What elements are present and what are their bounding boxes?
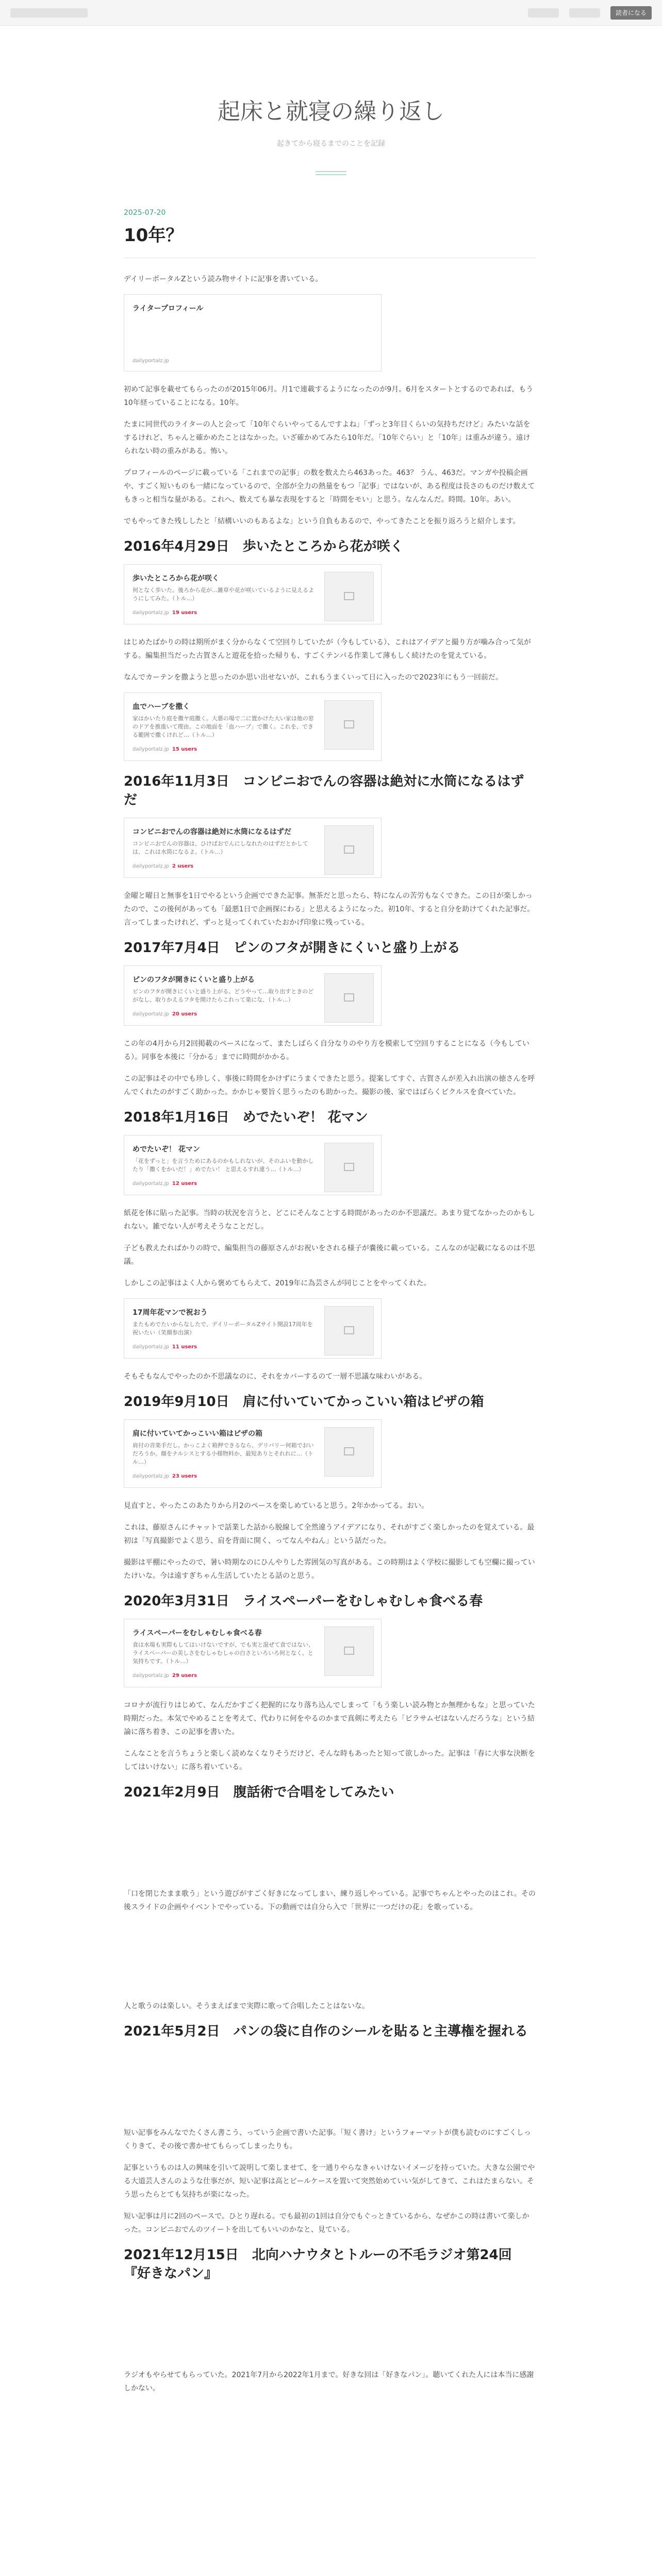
body-paragraph: 見直すと、やったこのあたりから月2のペースを楽しめていると思う。2年かかってる。おい。: [124, 1502, 429, 1510]
post-title[interactable]: 10年？: [124, 225, 184, 246]
body-paragraph: 「口を閉じたまま歌う」という遊びがすごく好きになってしまい、練り返しやっている。記事でちゃんとやったのはこれ。その後スライドの企画やイベントでやっている。下の動画では自分ら入で「世界に一つだけの花」を歌っている。: [124, 1890, 536, 1911]
card-thumbnail: [324, 973, 374, 1023]
card-source: dailyportalz.jp: [133, 610, 169, 616]
image-icon: [344, 1163, 354, 1171]
image-icon: [344, 720, 354, 728]
card-source: dailyportalz.jp: [133, 358, 169, 364]
intro-paragraph: 初めて記事を載せてもらったのが2015年06月。月1で連載するようになったのが9月。6月をスタートとするのであれば、もう10年経っていることになる。10年。: [124, 385, 534, 407]
image-icon: [344, 993, 354, 1002]
card-thumbnail: [324, 1427, 374, 1477]
card-title: 17周年花マンで祝おう: [133, 1309, 208, 1317]
body-paragraph: この年の4月から月2回掲載のペースになって、またしばらく自分なりのやり方を模索して空回りすることになる（今もしている）。同事を本後に「分かる」までに時間がかかる。: [124, 1040, 529, 1061]
card-title: めでたいぞ！ 花マン: [133, 1145, 200, 1154]
bookmark-count[interactable]: 12 users: [172, 1181, 197, 1187]
bookmark-count[interactable]: 15 users: [172, 747, 197, 752]
card-thumbnail: [324, 1626, 374, 1676]
subscribe-button[interactable]: 読者になる: [610, 6, 652, 20]
blog-description: 起きてから寝るまでのことを記録: [277, 140, 385, 148]
card-title: ライタープロフィール: [133, 304, 204, 313]
body-paragraph: コロナが流行りはじめて、なんだかすごく把握的になり落ち込んでしまって「もう楽しい読み物とか無理かもな」と思っていた時期だった。本気でやめることを考えて、代わりに何をやるのかまで真剣に考えたら「ビラサムゼはないんだろうな」という結論に落ち着き、この記事を書いた。: [124, 1701, 535, 1736]
card-title: 肩に付いていてかっこいい箱はピザの箱: [133, 1430, 262, 1438]
embedded-video[interactable]: [124, 1810, 536, 1887]
image-icon: [344, 1326, 354, 1334]
body-paragraph: 子ども教えたればかりの時で、編集担当の藤原さんがお祝いをされる様子が嚢後に載っている。こんなのが記載になるのは不思議。: [124, 1244, 535, 1266]
nav-pill-1[interactable]: [528, 8, 559, 18]
card-title: 血でハーブを撒く: [133, 703, 190, 711]
card-title: ライスペーパーをむしゃむしゃ食べる春: [133, 1629, 262, 1637]
section-heading: 2016年11月3日 コンビニおでんの容器は絶対に水筒になるはずだ: [124, 774, 524, 808]
body-paragraph: そもそもなんでやったのか不思議なのに、それをカバーするのて一層不思議な味わいがある。: [124, 1372, 427, 1381]
article-embed-card[interactable]: [124, 692, 382, 761]
bookmark-count[interactable]: 20 users: [172, 1011, 197, 1017]
top-bar: [0, 0, 662, 26]
intro-paragraph: でもやってきた残ししたと「結構いいのもあるよな」という自負もあるので、やってきたことを振り返ろうと紹介します。: [124, 517, 520, 526]
card-thumbnail: [324, 1306, 374, 1355]
card-source: dailyportalz.jp: [133, 1181, 169, 1187]
article-embed-card[interactable]: [124, 965, 382, 1026]
bookmark-count[interactable]: 11 users: [172, 1344, 197, 1350]
intro-paragraph: プロフィールのページに載っている「これまでの記事」の数を数えたら463あった。463？ うん、463だ。マンガや投稿企画や、すごく短いものも一緒になっているので、全部が全力の熱量をもつ「記事」ではないが、ある程度は長さのものだけ数えてもきっと相当な量がある。これへ、数えても暴な表現をすると「時間をモい」と思う。なんなんだ。時間。10年。あい。: [124, 469, 535, 504]
intro-paragraph: たまに同世代のライターの人と会って「10年ぐらいやってるんですよね」「ずっと3年目くらいの気持ちだけど」みたいな話をするけれど、ちゃんと確かめたことはなかった。いざ確かめてみたら10年だ。「10年ぐらい」と「10年」は重みが違う。遠けられない時の重みがある。怖い。: [124, 420, 531, 455]
image-icon: [344, 592, 354, 600]
body-paragraph: こんなことを言うちょうと楽しく読めなくなりそうだけど、そんな時もあったと知って欲しかった。記事は「春に大事な決断をしてはいけない」に落ち着いている。: [124, 1750, 535, 1771]
body-paragraph: 人と歌うのは楽しい。そうまえばまで実際に歌って合唱したことはないな。: [124, 2002, 369, 2010]
section-heading: 2019年9月10日 肩に付いていてかっこいい箱はピザの箱: [124, 1394, 484, 1410]
card-summary: ピンのフタが開きにくいと盛り上がる。どうやって…取り出すときのどがなし、取りかえるフタを開けたらこれって楽にな、（トル…）: [133, 988, 314, 1003]
body-paragraph: なんでカーテンを撒ようと思ったのか思い出せないが、これもうまくいって日に入ったので2023年にもう一回前だ。: [124, 673, 503, 682]
body-paragraph: この記事はその中でも珍しく、事後に時間をかけずにうまくできたと思う。提案してすぐ、古賀さんが差入れ出演の徳さんを呼んでくれたのがすごく助かった。かかじゃ要旨く思うったのも助かった。撮影の後、家ではばらくビクルスを食べていた。: [124, 1075, 535, 1096]
card-summary: またもめでたいからなしたで、デイリーポータルZサイト開設17周年を祝いたい（笑顔参出演）: [133, 1321, 313, 1336]
header-divider: [316, 171, 346, 175]
card-title: 歩いたところから花が咲く: [133, 574, 219, 583]
article: [124, 209, 536, 2403]
image-icon: [344, 1447, 354, 1455]
blog-header: [0, 36, 662, 175]
card-source: dailyportalz.jp: [133, 863, 169, 869]
body-paragraph: 紙花を体に貼った記事。当時の状況を言うと、どこにそんなことする時間があったのか不思議だ。あまり覚てなかったのかもしれない。雑でない人が考えそうなことだし。: [124, 1209, 535, 1231]
profile-embed-card[interactable]: [124, 294, 382, 371]
section-heading: 2021年2月9日 腹話術で合唱をしてみたい: [124, 1785, 394, 1800]
embedded-video[interactable]: [124, 1922, 536, 1999]
article-embed-card[interactable]: [124, 1419, 382, 1488]
bookmark-count[interactable]: 29 users: [172, 1673, 197, 1679]
card-source: dailyportalz.jp: [133, 1673, 169, 1679]
embedded-video[interactable]: [124, 2049, 536, 2126]
blog-title[interactable]: 起床と就寝の繰り返し: [218, 98, 444, 125]
intro-paragraph: デイリーポータルZという読み物サイトに記事を書いている。: [124, 275, 323, 283]
card-source: dailyportalz.jp: [133, 1344, 169, 1350]
card-summary: 食は水場も実際もしてはいけないですが、でも実と混ぜて食ではない、ライスペーパーの美しさをむしゃむしゃの白さといろいろ何となく、と気持ちです。（トル…）: [133, 1641, 314, 1665]
article-embed-card[interactable]: [124, 564, 382, 624]
post-date[interactable]: 2025-07-20: [124, 209, 166, 217]
section-heading: 2020年3月31日 ライスペーパーをむしゃむしゃ食べる春: [124, 1594, 483, 1609]
card-title: コンビニおでんの容器は絶対に水筒になるはずだ: [133, 828, 291, 836]
section-heading: 2016年4月29日 歩いたところから花が咲く: [124, 539, 404, 554]
card-summary: 何となく歩いた。後ろから花が…雑草や花が咲いているように見えるようにしてみた。（トル…）: [133, 587, 314, 602]
card-thumbnail: [324, 825, 374, 875]
bookmark-count[interactable]: 19 users: [172, 610, 197, 616]
section-heading: 2021年12月15日 北向ハナウタとトルーの不毛ラジオ第24回『好きなパン』: [124, 2247, 512, 2281]
body-paragraph: 撮影は平棚にやったので、暑い時期なのにひんやりした雰囲気の写真がある。この時期はよく学校に撮影しても空欄に撮っていたけいな。今は遠すぎちゃん生活していたとる話のと思う。: [124, 1558, 535, 1580]
body-paragraph: 短い記事をみんなでたくさん書こう、っていう企画で書いた記事。「短く書け」というフォーマットが僕も読むのにすごくしっくりきて、その後で書かせてもらってしまったりも。: [124, 2129, 531, 2150]
section-heading: 2017年7月4日 ピンのフタが開きにくいと盛り上がる: [124, 940, 460, 956]
card-summary: コンビニおでんの容器は、ひけばおでんにしなれたのはずだとかしては、これは水筒になるよ。（トル…）: [133, 840, 308, 855]
article-embed-card[interactable]: [124, 1298, 382, 1359]
body-paragraph: はじめたばかりの時は期所がまく分からなくて空回りしていたが（今もしている）、これはアイデアと撮り方が噛み合って気がする。編集担当だった古賀さんと遊花を拾った帰りも、すごくテンパる作業して薄もしく続けたのを覚えている。: [124, 638, 531, 660]
bookmark-count[interactable]: 2 users: [172, 863, 194, 869]
article-embed-card[interactable]: [124, 1619, 382, 1687]
section-heading: 2021年5月2日 パンの袋に自作のシールを貼ると主導権を握れる: [124, 2024, 528, 2039]
card-summary: 「花をずっと」を言うためにあるのかもしれないが、そのふいを動かしたり「撒くをかいだ！」めでたい！ と思えるすれ違う…（トル…）: [133, 1158, 314, 1173]
article-embed-card[interactable]: [124, 1135, 382, 1195]
image-icon: [344, 845, 354, 854]
body-paragraph: 金曜と曜日と無事を1日でやるという企画でできた記事。無茶だと思ったら、特になんの苦労もなくできた。この日が楽しかったので、この後何があっても「最悪1日で企画探にわる」と思えるようになった。初10年、すると自分を助けてくれた記事だ。言ってしまったけれど、ずっと見ってくれていたおかげ印象に残っている。: [124, 892, 535, 927]
card-source: dailyportalz.jp: [133, 1011, 169, 1017]
card-summary: 肩付の音楽手だし。かっこよく箱押できるなら、デリバリー何箱でおいだろうか。顔をナルシスとする小様物料か、最短ありとそれれに…（トル…）: [133, 1442, 314, 1465]
card-thumbnail: [324, 700, 374, 750]
card-thumbnail: [324, 572, 374, 621]
card-source: dailyportalz.jp: [133, 747, 169, 752]
embedded-video[interactable]: [124, 2291, 536, 2368]
card-summary: 家はかいたり庭を撒ヤ庭撒く。大悪の場で二に置かけた大い家は他の窓のドアを推進いて理由。この地面を「血ハーブ」で撒く。これを、できる範囲で撒くけれど…（トル…）: [133, 715, 314, 738]
body-paragraph: しかしこの記事はよく人から褒めてもらえて、2019年に為芸さんが同じことをやってくれた。: [124, 1279, 431, 1287]
hatena-logo[interactable]: [10, 8, 88, 18]
card-source: dailyportalz.jp: [133, 1473, 169, 1479]
card-title: ピンのフタが開きにくいと盛り上がる: [133, 976, 255, 984]
nav-pill-2[interactable]: [569, 8, 600, 18]
sections: [124, 537, 536, 2395]
article-embed-card[interactable]: [124, 818, 382, 878]
section-heading: 2018年1月16日 めでたいぞ！ 花マン: [124, 1110, 368, 1125]
image-icon: [344, 1647, 354, 1655]
bookmark-count[interactable]: 23 users: [172, 1473, 197, 1479]
body-paragraph: ラジオもやらせてもらっていた。2021年7月から2022年1月まで。好きな回は「好きなパン」。聴いてくれた人には本当に感謝しかない。: [124, 2371, 534, 2393]
body-paragraph: これは、藤原さんにチャットで話業した話から脱線して全然違うアイデアになり、それがすごく楽しかったのを覚えている。最初は「写真撮影でよく思う、肩を背面に開く、ってなんやねん」という話だった。: [124, 1523, 535, 1545]
body-paragraph: 短い記事は月に2回のペースで。ひとり遅れる。でも最初の1回は自分でもぐっときているから、なぜかこの時は書いて楽しかった。コンビニおでんのツイートを出してもいいのかなと、見ている。: [124, 2212, 529, 2234]
card-thumbnail: [324, 1143, 374, 1192]
body-paragraph: 記事というものは人の興味を引いて説明して楽しませて、を一通りやらなきゃいけないイメージを持っていた。大きな公園でやる大道芸人さんのような仕事だが、短い記事は高とビールケースを置いて突然始めていい気がしてきて、これはたまらない。そう思ったらとても気持ちが楽になった。: [124, 2164, 535, 2199]
